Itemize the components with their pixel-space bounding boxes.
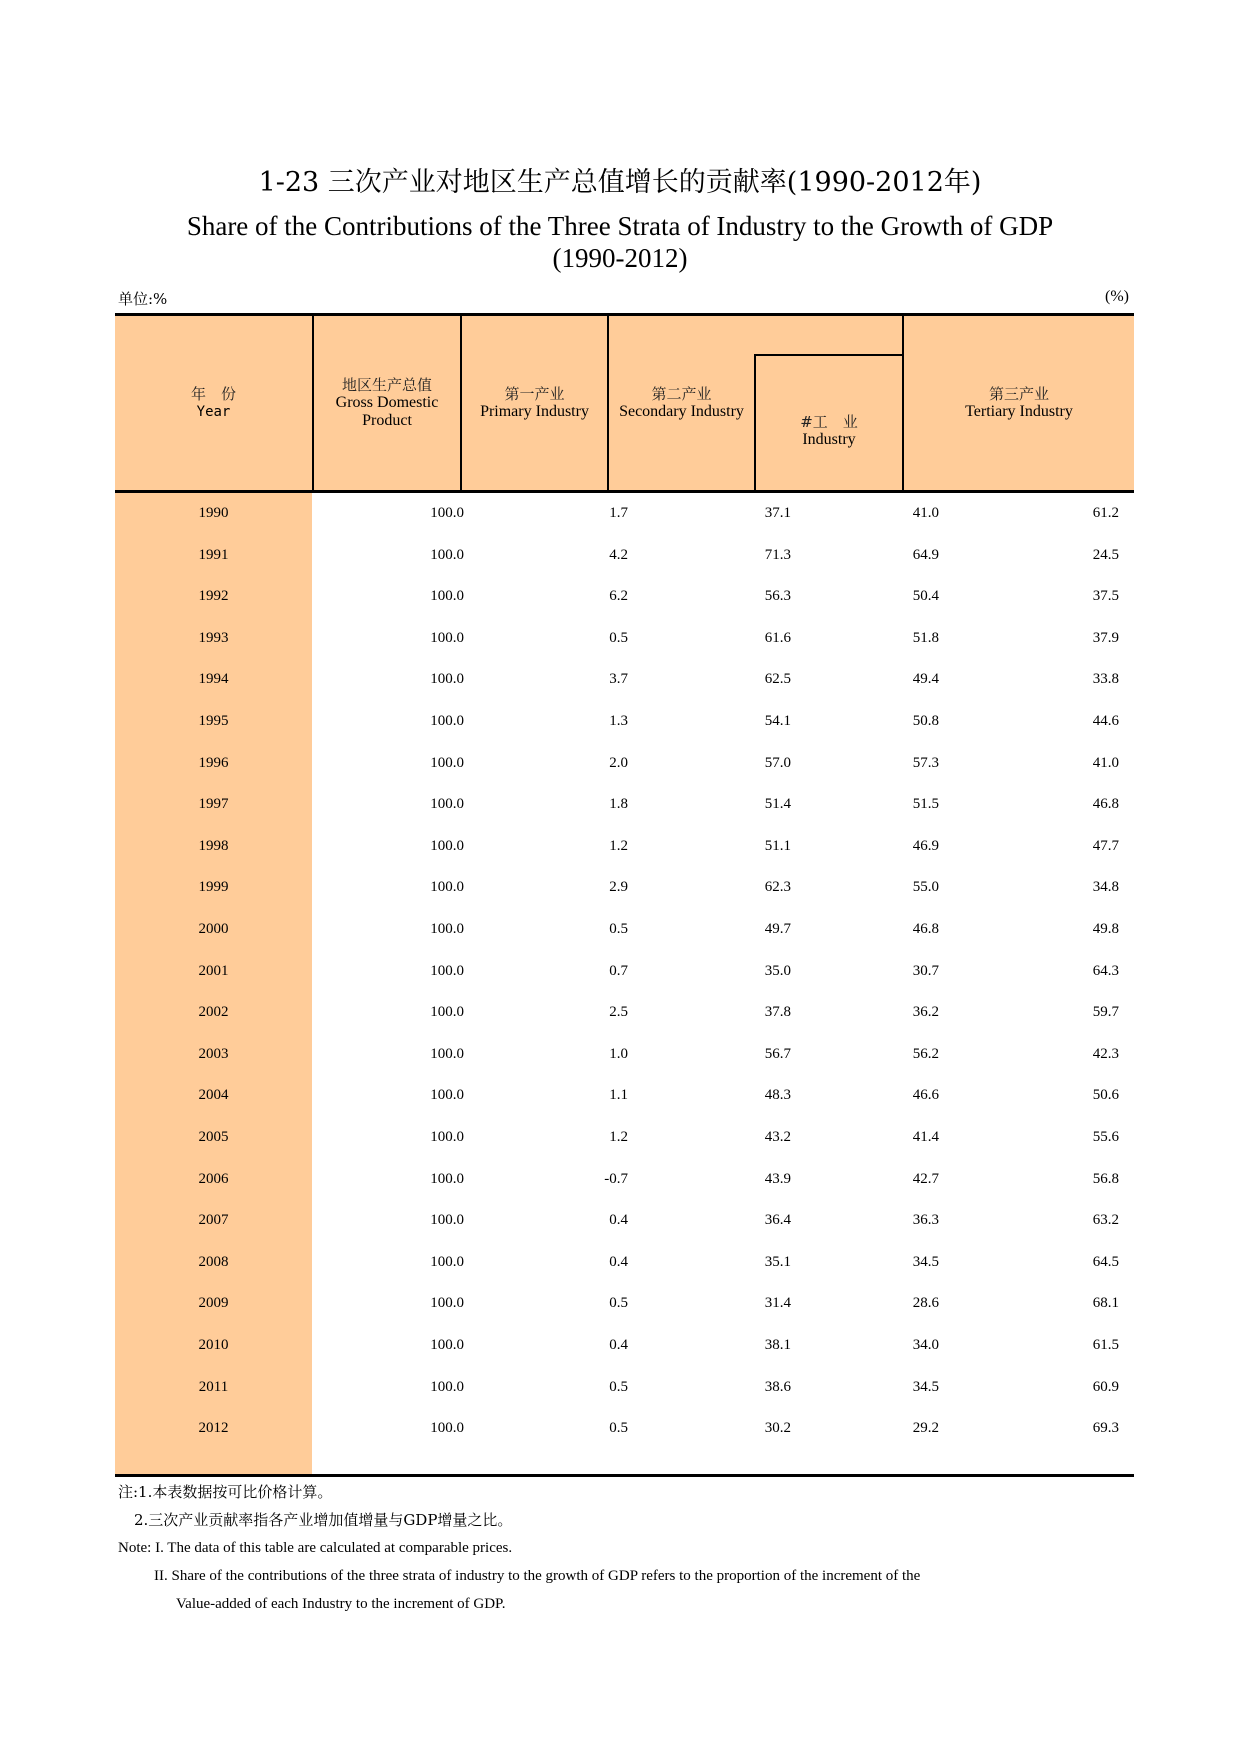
- table-row: [115, 753, 1134, 773]
- cell-tertiary: 56.8: [1092, 1170, 1119, 1187]
- cell-secondary: 43.9: [764, 1170, 791, 1187]
- cell-secondary: 56.7: [764, 1045, 791, 1062]
- cell-gdp: 100.0: [430, 1212, 464, 1229]
- cell-tertiary: 59.7: [1092, 1004, 1119, 1021]
- cell-secondary: 35.0: [764, 962, 791, 979]
- note-en-3: Value-added of each Industry to the increment of GDP.: [176, 1596, 506, 1612]
- table-body: [115, 493, 1134, 1477]
- col-header-industry-cn: #工 业: [800, 413, 858, 431]
- cell-primary: 6.2: [609, 588, 628, 605]
- table-row: [115, 1252, 1134, 1272]
- cell-secondary: 57.0: [764, 754, 791, 771]
- cell-tertiary: 34.8: [1092, 879, 1119, 896]
- cell-gdp: 100.0: [430, 505, 464, 521]
- cell-year: 1998: [198, 837, 229, 854]
- cell-industry: 55.0: [912, 879, 939, 896]
- col-header-year-en: Year: [196, 404, 231, 420]
- cell-tertiary: 37.5: [1092, 588, 1119, 605]
- cell-primary: 1.1: [609, 1087, 628, 1104]
- cell-industry: 46.9: [912, 837, 939, 854]
- cell-year: 2002: [198, 1004, 229, 1021]
- col-header-tertiary: [904, 316, 1134, 490]
- cell-primary: 1.7: [609, 505, 628, 521]
- col-header-year-cn: 年 份: [190, 385, 236, 403]
- cell-primary: 1.2: [609, 837, 628, 854]
- cell-secondary: 30.2: [764, 1420, 791, 1437]
- cell-tertiary: 46.8: [1092, 796, 1119, 813]
- table-row: [115, 877, 1134, 897]
- unit-percent: (%): [1105, 288, 1129, 305]
- cell-tertiary: 69.3: [1092, 1420, 1119, 1437]
- cell-tertiary: 37.9: [1092, 629, 1119, 646]
- cell-tertiary: 61.5: [1092, 1337, 1119, 1353]
- cell-secondary: 54.1: [764, 713, 791, 729]
- page-title-cn: 1-23 三次产业对地区生产总值增长的贡献率(1990-2012年): [258, 167, 982, 198]
- table-row: [115, 794, 1134, 814]
- table-row: [115, 1127, 1134, 1147]
- cell-tertiary: 42.3: [1092, 1045, 1119, 1062]
- table-row: [115, 628, 1134, 648]
- cell-secondary: 48.3: [764, 1087, 791, 1104]
- cell-primary: 1.0: [609, 1045, 628, 1062]
- cell-year: 2000: [198, 921, 229, 937]
- table-header: [115, 313, 1134, 493]
- cell-industry: 41.0: [912, 505, 939, 521]
- cell-secondary: 62.5: [764, 671, 791, 688]
- cell-gdp: 100.0: [430, 713, 464, 729]
- cell-tertiary: 47.7: [1092, 837, 1119, 854]
- col-header-gdp-en: Gross Domestic: [335, 394, 439, 411]
- cell-industry: 50.4: [912, 588, 939, 605]
- cell-industry: 34.5: [912, 1253, 939, 1270]
- cell-year: 1999: [198, 879, 229, 896]
- cell-tertiary: 33.8: [1092, 671, 1119, 688]
- col-header-secondary: [609, 316, 754, 490]
- cell-primary: 0.5: [609, 1378, 628, 1395]
- table-row: [115, 1169, 1134, 1189]
- cell-year: 2006: [198, 1170, 229, 1187]
- title-en-line2: (1990-2012): [552, 243, 688, 273]
- cell-year: 2003: [198, 1045, 229, 1062]
- table-row: [115, 503, 1134, 523]
- cell-industry: 36.3: [912, 1212, 939, 1229]
- cell-secondary: 49.7: [764, 921, 791, 937]
- cell-gdp: 100.0: [430, 671, 464, 688]
- cell-tertiary: 64.3: [1092, 962, 1119, 979]
- col-header-industry: [756, 356, 902, 490]
- cell-year: 2005: [198, 1129, 229, 1145]
- cell-gdp: 100.0: [430, 1045, 464, 1062]
- cell-gdp: 100.0: [430, 837, 464, 854]
- cell-industry: 34.0: [912, 1337, 939, 1353]
- cell-secondary: 37.8: [764, 1004, 791, 1021]
- cell-secondary: 31.4: [764, 1295, 791, 1312]
- cell-year: 1991: [198, 546, 229, 563]
- cell-primary: -0.7: [604, 1170, 628, 1187]
- note-en-1: Note: I. The data of this table are calculated at comparable prices.: [118, 1540, 513, 1556]
- cell-secondary: 71.3: [764, 546, 791, 563]
- table-row: [115, 961, 1134, 981]
- cell-primary: 0.4: [609, 1253, 628, 1270]
- table-row: [115, 1418, 1134, 1438]
- cell-year: 2007: [198, 1212, 229, 1229]
- cell-primary: 2.0: [609, 754, 628, 771]
- cell-tertiary: 55.6: [1092, 1129, 1119, 1145]
- table-row: [115, 1335, 1134, 1355]
- cell-gdp: 100.0: [430, 879, 464, 896]
- cell-year: 2011: [198, 1378, 229, 1395]
- cell-gdp: 100.0: [430, 1378, 464, 1395]
- cell-secondary: 35.1: [764, 1253, 791, 1270]
- table-row: [115, 1293, 1134, 1313]
- cell-year: 1992: [198, 588, 229, 605]
- note-cn-1: 注:1.本表数据按可比价格计算。: [118, 1483, 333, 1501]
- col-header-primary-cn: 第一产业: [504, 385, 565, 403]
- cell-primary: 0.4: [609, 1212, 628, 1229]
- cell-industry: 57.3: [912, 754, 939, 771]
- cell-primary: 0.5: [609, 921, 628, 937]
- cell-secondary: 62.3: [764, 879, 791, 896]
- cell-industry: 41.4: [912, 1129, 939, 1145]
- cell-year: 2012: [198, 1420, 229, 1437]
- cell-gdp: 100.0: [430, 629, 464, 646]
- cell-gdp: 100.0: [430, 1170, 464, 1187]
- cell-tertiary: 60.9: [1092, 1378, 1119, 1395]
- cell-year: 2008: [198, 1253, 229, 1270]
- col-header-gdp: [314, 316, 460, 490]
- cell-year: 1993: [198, 629, 229, 646]
- table-row: [115, 1377, 1134, 1397]
- page-title-en: [0, 210, 1240, 274]
- note-cn-2: 2.三次产业贡献率指各产业增加值增量与GDP增量之比。: [134, 1511, 513, 1529]
- cell-year: 1997: [198, 796, 229, 813]
- cell-year: 1994: [198, 671, 229, 688]
- table-row: [115, 1002, 1134, 1022]
- col-header-tertiary-en: Tertiary Industry: [965, 403, 1073, 420]
- table-notes: [118, 1478, 920, 1618]
- cell-gdp: 100.0: [430, 546, 464, 563]
- cell-year: 2004: [198, 1087, 229, 1104]
- cell-year: 1995: [198, 713, 229, 729]
- cell-tertiary: 50.6: [1092, 1087, 1119, 1104]
- cell-industry: 28.6: [912, 1295, 939, 1312]
- cell-tertiary: 61.2: [1092, 505, 1119, 521]
- cell-secondary: 43.2: [764, 1129, 791, 1145]
- cell-secondary: 36.4: [764, 1212, 791, 1229]
- cell-year: 2009: [198, 1295, 229, 1312]
- cell-secondary: 38.6: [764, 1378, 791, 1395]
- cell-secondary: 56.3: [764, 588, 791, 605]
- cell-industry: 50.8: [912, 713, 939, 729]
- col-header-gdp-en2: Product: [362, 412, 412, 429]
- cell-industry: 34.5: [912, 1378, 939, 1395]
- cell-primary: 1.8: [609, 796, 628, 813]
- cell-industry: 51.5: [912, 796, 939, 813]
- cell-secondary: 37.1: [764, 505, 791, 521]
- note-en-2: II. Share of the contributions of the three strata of industry to the growth of GDP refers to the proportion of the increment of the: [154, 1568, 921, 1584]
- cell-gdp: 100.0: [430, 962, 464, 979]
- cell-gdp: 100.0: [430, 588, 464, 605]
- cell-primary: 3.7: [609, 671, 628, 688]
- col-header-tertiary-cn: 第三产业: [988, 385, 1049, 403]
- cell-gdp: 100.0: [430, 1295, 464, 1312]
- cell-industry: 46.8: [912, 921, 939, 937]
- col-header-secondary-en: Secondary Industry: [619, 403, 744, 420]
- cell-industry: 36.2: [912, 1004, 939, 1021]
- cell-gdp: 100.0: [430, 921, 464, 937]
- cell-year: 2010: [198, 1337, 229, 1353]
- cell-tertiary: 24.5: [1092, 546, 1119, 563]
- cell-industry: 56.2: [912, 1045, 939, 1062]
- cell-industry: 49.4: [912, 671, 939, 688]
- cell-primary: 1.3: [609, 713, 628, 729]
- table-row: [115, 545, 1134, 565]
- cell-gdp: 100.0: [430, 1004, 464, 1021]
- cell-industry: 30.7: [912, 962, 939, 979]
- cell-secondary: 61.6: [764, 629, 791, 646]
- cell-industry: 46.6: [912, 1087, 939, 1104]
- title-en-line1: Share of the Contributions of the Three Strata of Industry to the Growth of GDP: [186, 211, 1054, 241]
- cell-primary: 2.9: [609, 879, 628, 896]
- cell-tertiary: 44.6: [1092, 713, 1119, 729]
- cell-industry: 51.8: [912, 629, 939, 646]
- cell-gdp: 100.0: [430, 1420, 464, 1437]
- cell-tertiary: 63.2: [1092, 1212, 1119, 1229]
- table-row: [115, 586, 1134, 606]
- cell-gdp: 100.0: [430, 1337, 464, 1353]
- cell-secondary: 38.1: [764, 1337, 791, 1353]
- col-header-gdp-cn: 地区生产总值: [341, 376, 432, 394]
- cell-tertiary: 68.1: [1092, 1295, 1119, 1312]
- cell-primary: 4.2: [609, 546, 628, 563]
- cell-gdp: 100.0: [430, 1087, 464, 1104]
- table-row: [115, 1085, 1134, 1105]
- cell-tertiary: 64.5: [1092, 1253, 1119, 1270]
- table-row: [115, 669, 1134, 689]
- cell-tertiary: 41.0: [1092, 754, 1119, 771]
- table-row: [115, 919, 1134, 939]
- cell-year: 1990: [198, 505, 229, 521]
- cell-primary: 0.5: [609, 629, 628, 646]
- cell-gdp: 100.0: [430, 1129, 464, 1145]
- cell-tertiary: 49.8: [1092, 921, 1119, 937]
- cell-industry: 42.7: [912, 1170, 939, 1187]
- cell-industry: 29.2: [912, 1420, 939, 1437]
- cell-year: 2001: [198, 962, 229, 979]
- cell-primary: 1.2: [609, 1129, 628, 1145]
- table-row: [115, 1210, 1134, 1230]
- cell-primary: 0.4: [609, 1337, 628, 1353]
- cell-primary: 2.5: [609, 1004, 628, 1021]
- cell-primary: 0.5: [609, 1295, 628, 1312]
- table-row: [115, 836, 1134, 856]
- col-header-secondary-cn: 第二产业: [651, 385, 712, 403]
- col-header-industry-en: Industry: [802, 431, 856, 448]
- col-header-primary-en: Primary Industry: [480, 403, 589, 420]
- cell-gdp: 100.0: [430, 1253, 464, 1270]
- cell-gdp: 100.0: [430, 754, 464, 771]
- cell-industry: 64.9: [912, 546, 939, 563]
- table-row: [115, 711, 1134, 731]
- col-header-primary: [462, 316, 607, 490]
- cell-primary: 0.5: [609, 1420, 628, 1437]
- cell-gdp: 100.0: [430, 796, 464, 813]
- cell-secondary: 51.1: [764, 837, 791, 854]
- unit-label: 单位:%: [118, 290, 168, 308]
- table-row: [115, 1044, 1134, 1064]
- cell-year: 1996: [198, 754, 229, 771]
- cell-secondary: 51.4: [764, 796, 791, 813]
- col-header-year: [115, 316, 312, 490]
- cell-primary: 0.7: [609, 962, 628, 979]
